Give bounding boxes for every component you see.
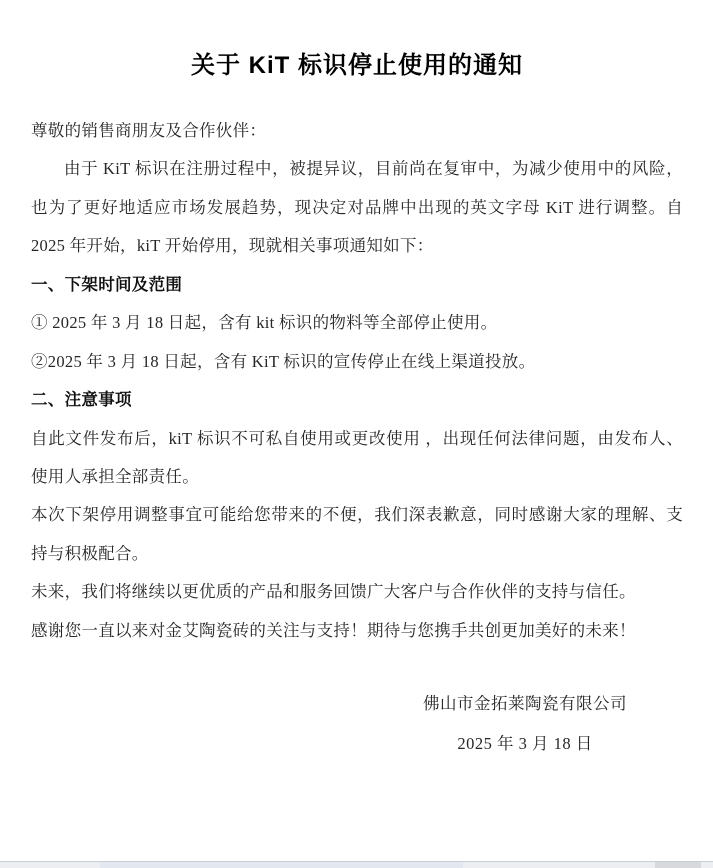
section2-paragraph-1: 自此文件发布后，kiT 标识不可私自使用或更改使用 ，出现任何法律问题，由发布人、使用人承担全部责任。 [31, 428, 683, 486]
document-title: 关于 KiT 标识停止使用的通知 [191, 52, 523, 79]
intro-paragraph: 由于 KiT 标识在注册过程中，被提异议，目前尚在复审中，为减少使用中的风险，也为了更好地适应市场发展趋势，现决定对品牌中出现的英文字母 KiT 进行调整。自 2025 年开始，kiT 开始停用，现就相关事项通知如下： [31, 159, 683, 256]
scrollbar-thumb [655, 862, 701, 868]
signature-date: 2025 年 3 月 18 日 [457, 733, 593, 753]
document-body [31, 112, 683, 650]
section1-item-2: ②2025 年 3 月 18 日起，含有 KiT 标识的宣传停止在线上渠道投放。 [31, 351, 536, 371]
signature-company: 佛山市金拓莱陶瓷有限公司 [423, 694, 627, 714]
section2-paragraph-2: 本次下架停用调整事宜可能给您带来的不便，我们深表歉意，同时感谢大家的理解、支持与积极配合。 [31, 505, 683, 563]
bottom-edge-tint [100, 862, 463, 868]
signature-block [423, 684, 627, 763]
section2-paragraph-3: 未来，我们将继续以更优质的产品和服务回馈广大客户与合作伙伴的支持与信任。 [31, 582, 636, 602]
section2-paragraph-4: 感谢您一直以来对金艾陶瓷砖的关注与支持！期待与您携手共创更加美好的未来！ [31, 620, 636, 640]
salutation-line: 尊敬的销售商朋友及合作伙伴： [31, 121, 267, 140]
section1-heading: 一、下架时间及范围 [31, 275, 183, 294]
section2-heading: 二、注意事项 [31, 391, 132, 410]
section1-item-1: ① 2025 年 3 月 18 日起，含有 kit 标识的物料等全部停止使用。 [31, 313, 498, 333]
page-bottom-edge [0, 861, 713, 868]
